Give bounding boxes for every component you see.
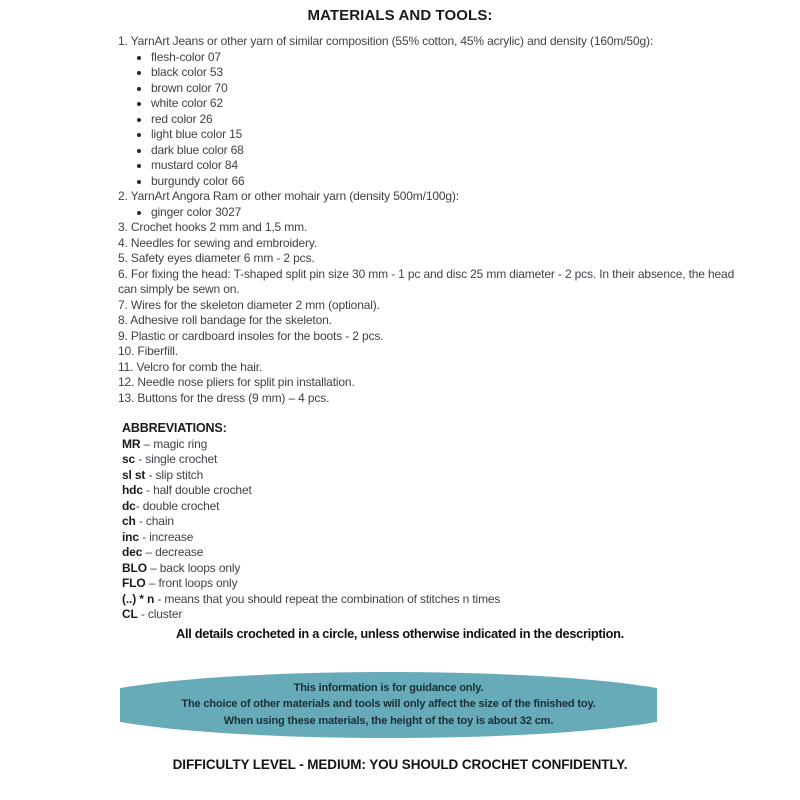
material-item: 13. Buttons for the dress (9 mm) – 4 pcs. (118, 390, 330, 405)
bullet-text: flesh-color 07 (151, 49, 221, 64)
abbreviation-definition: - single crochet (135, 452, 218, 466)
bullet-item (118, 127, 740, 143)
bullet-icon (137, 102, 141, 106)
abbreviation-entry (122, 561, 740, 577)
bullet-item (118, 65, 740, 81)
circle-note: All details crocheted in a circle, unless otherwise indicated in the description. (176, 625, 624, 641)
material-item: 8. Adhesive roll bandage for the skeleton. (118, 313, 332, 327)
abbreviation-definition: – decrease (142, 545, 204, 559)
material-item: 2. YarnArt Angora Ram or other mohair yarn (density 500m/100g): (118, 189, 459, 203)
abbreviation-definition: – back loops only (146, 560, 241, 575)
material-item: 12. Needle nose pliers for split pin installation. (118, 375, 355, 389)
abbreviation-entry (122, 592, 740, 608)
material-item: 9. Plastic or cardboard insoles for the boots - 2 pcs. (118, 328, 384, 343)
bullet-item (118, 81, 740, 97)
bullet-icon (137, 87, 141, 91)
banner-text (120, 672, 657, 738)
bullet-text: black color 53 (151, 65, 223, 79)
abbreviation-term: dc (122, 498, 136, 513)
abbreviation-term: BLO (122, 560, 147, 575)
abbreviation-definition: - chain (135, 514, 174, 528)
bullet-item (118, 158, 740, 174)
material-item: 7. Wires for the skeleton diameter 2 mm (optional). (118, 297, 380, 312)
bullet-icon (137, 118, 141, 122)
banner-line: This information is for guidance only. (293, 681, 484, 694)
abbreviation-entry (122, 483, 740, 499)
bullet-text: ginger color 3027 (151, 204, 242, 219)
abbreviations-list (122, 437, 740, 623)
bullet-icon (137, 164, 141, 168)
abbreviation-entry (122, 545, 740, 561)
banner-line: When using these materials, the height of the toy is about 32 cm. (223, 714, 554, 727)
abbreviation-entry (122, 607, 740, 623)
material-item: 10. Fiberfill. (118, 344, 178, 358)
bullet-icon (137, 56, 141, 60)
material-item: 1. YarnArt Jeans or other yarn of similar composition (55% cotton, 45% acrylic) and density (160m/50g): (118, 34, 654, 48)
bullet-text: light blue color 15 (151, 127, 243, 141)
abbreviations-heading: ABBREVIATIONS: (122, 421, 227, 435)
abbreviation-term: sc (122, 452, 136, 466)
abbreviation-term: ch (122, 514, 136, 528)
material-item: 11. Velcro for comb the hair. (118, 359, 263, 374)
banner-line: The choice of other materials and tools will only affect the size of the finished toy. (181, 698, 596, 711)
bullet-item (118, 174, 740, 190)
bullet-item (118, 112, 740, 128)
abbreviation-term: hdc (122, 483, 143, 497)
bullet-text: mustard color 84 (151, 158, 238, 172)
abbreviation-term: CL (122, 607, 138, 621)
info-banner (120, 672, 657, 738)
bullet-icon (137, 133, 141, 137)
bullet-item (118, 143, 740, 159)
abbreviation-term: MR (122, 436, 141, 451)
materials-list (118, 34, 740, 406)
abbreviation-definition: - half double crochet (142, 483, 252, 497)
abbreviation-entry (122, 576, 740, 592)
abbreviation-entry (122, 530, 740, 546)
bullet-text: brown color 70 (151, 80, 228, 95)
abbreviation-term: dec (122, 545, 143, 559)
bullet-icon (137, 149, 141, 153)
abbreviation-term: sl st (122, 467, 146, 482)
bullet-item (118, 50, 740, 66)
bullet-text: burgundy color 66 (151, 173, 245, 188)
bullet-item (118, 96, 740, 112)
abbreviation-definition: - slip stitch (145, 467, 204, 482)
abbreviation-definition: – front loops only (145, 576, 238, 590)
difficulty-level: DIFFICULTY LEVEL - MEDIUM: YOU SHOULD CROCHET CONFIDENTLY. (172, 756, 628, 772)
abbreviation-definition: - cluster (137, 607, 183, 621)
bullet-text: white color 62 (151, 96, 223, 110)
abbreviation-definition: - increase (138, 529, 194, 544)
bullet-icon (137, 211, 141, 215)
material-item: 5. Safety eyes diameter 6 mm - 2 pcs. (118, 251, 315, 265)
abbreviations-section (122, 421, 740, 623)
abbreviation-term: FLO (122, 576, 146, 590)
abbreviation-definition: – magic ring (140, 436, 208, 451)
bullet-text: red color 26 (151, 111, 213, 126)
abbreviation-term: inc (122, 529, 139, 544)
bullet-item (118, 205, 740, 221)
bullet-text: dark blue color 68 (151, 142, 244, 157)
bullet-icon (137, 180, 141, 184)
abbreviation-entry (122, 499, 740, 515)
material-item: 4. Needles for sewing and embroidery. (118, 235, 318, 250)
abbreviation-entry (122, 468, 740, 484)
abbreviation-definition: - double crochet (135, 498, 220, 513)
abbreviation-entry (122, 437, 740, 453)
bullet-icon (137, 71, 141, 75)
abbreviation-entry (122, 452, 740, 468)
page-title: MATERIALS AND TOOLS: (307, 7, 493, 24)
abbreviation-term: (..) * n (122, 591, 155, 606)
abbreviation-definition: - means that you should repeat the combination of stitches n times (154, 591, 501, 606)
abbreviation-entry (122, 514, 740, 530)
material-item: 3. Crochet hooks 2 mm and 1,5 mm. (118, 220, 308, 234)
material-item: 6. For fixing the head: T-shaped split pin size 30 mm - 1 pc and disc 25 mm diameter - 2 pcs. In their absence, the head can simply be sewn on. (118, 266, 735, 296)
